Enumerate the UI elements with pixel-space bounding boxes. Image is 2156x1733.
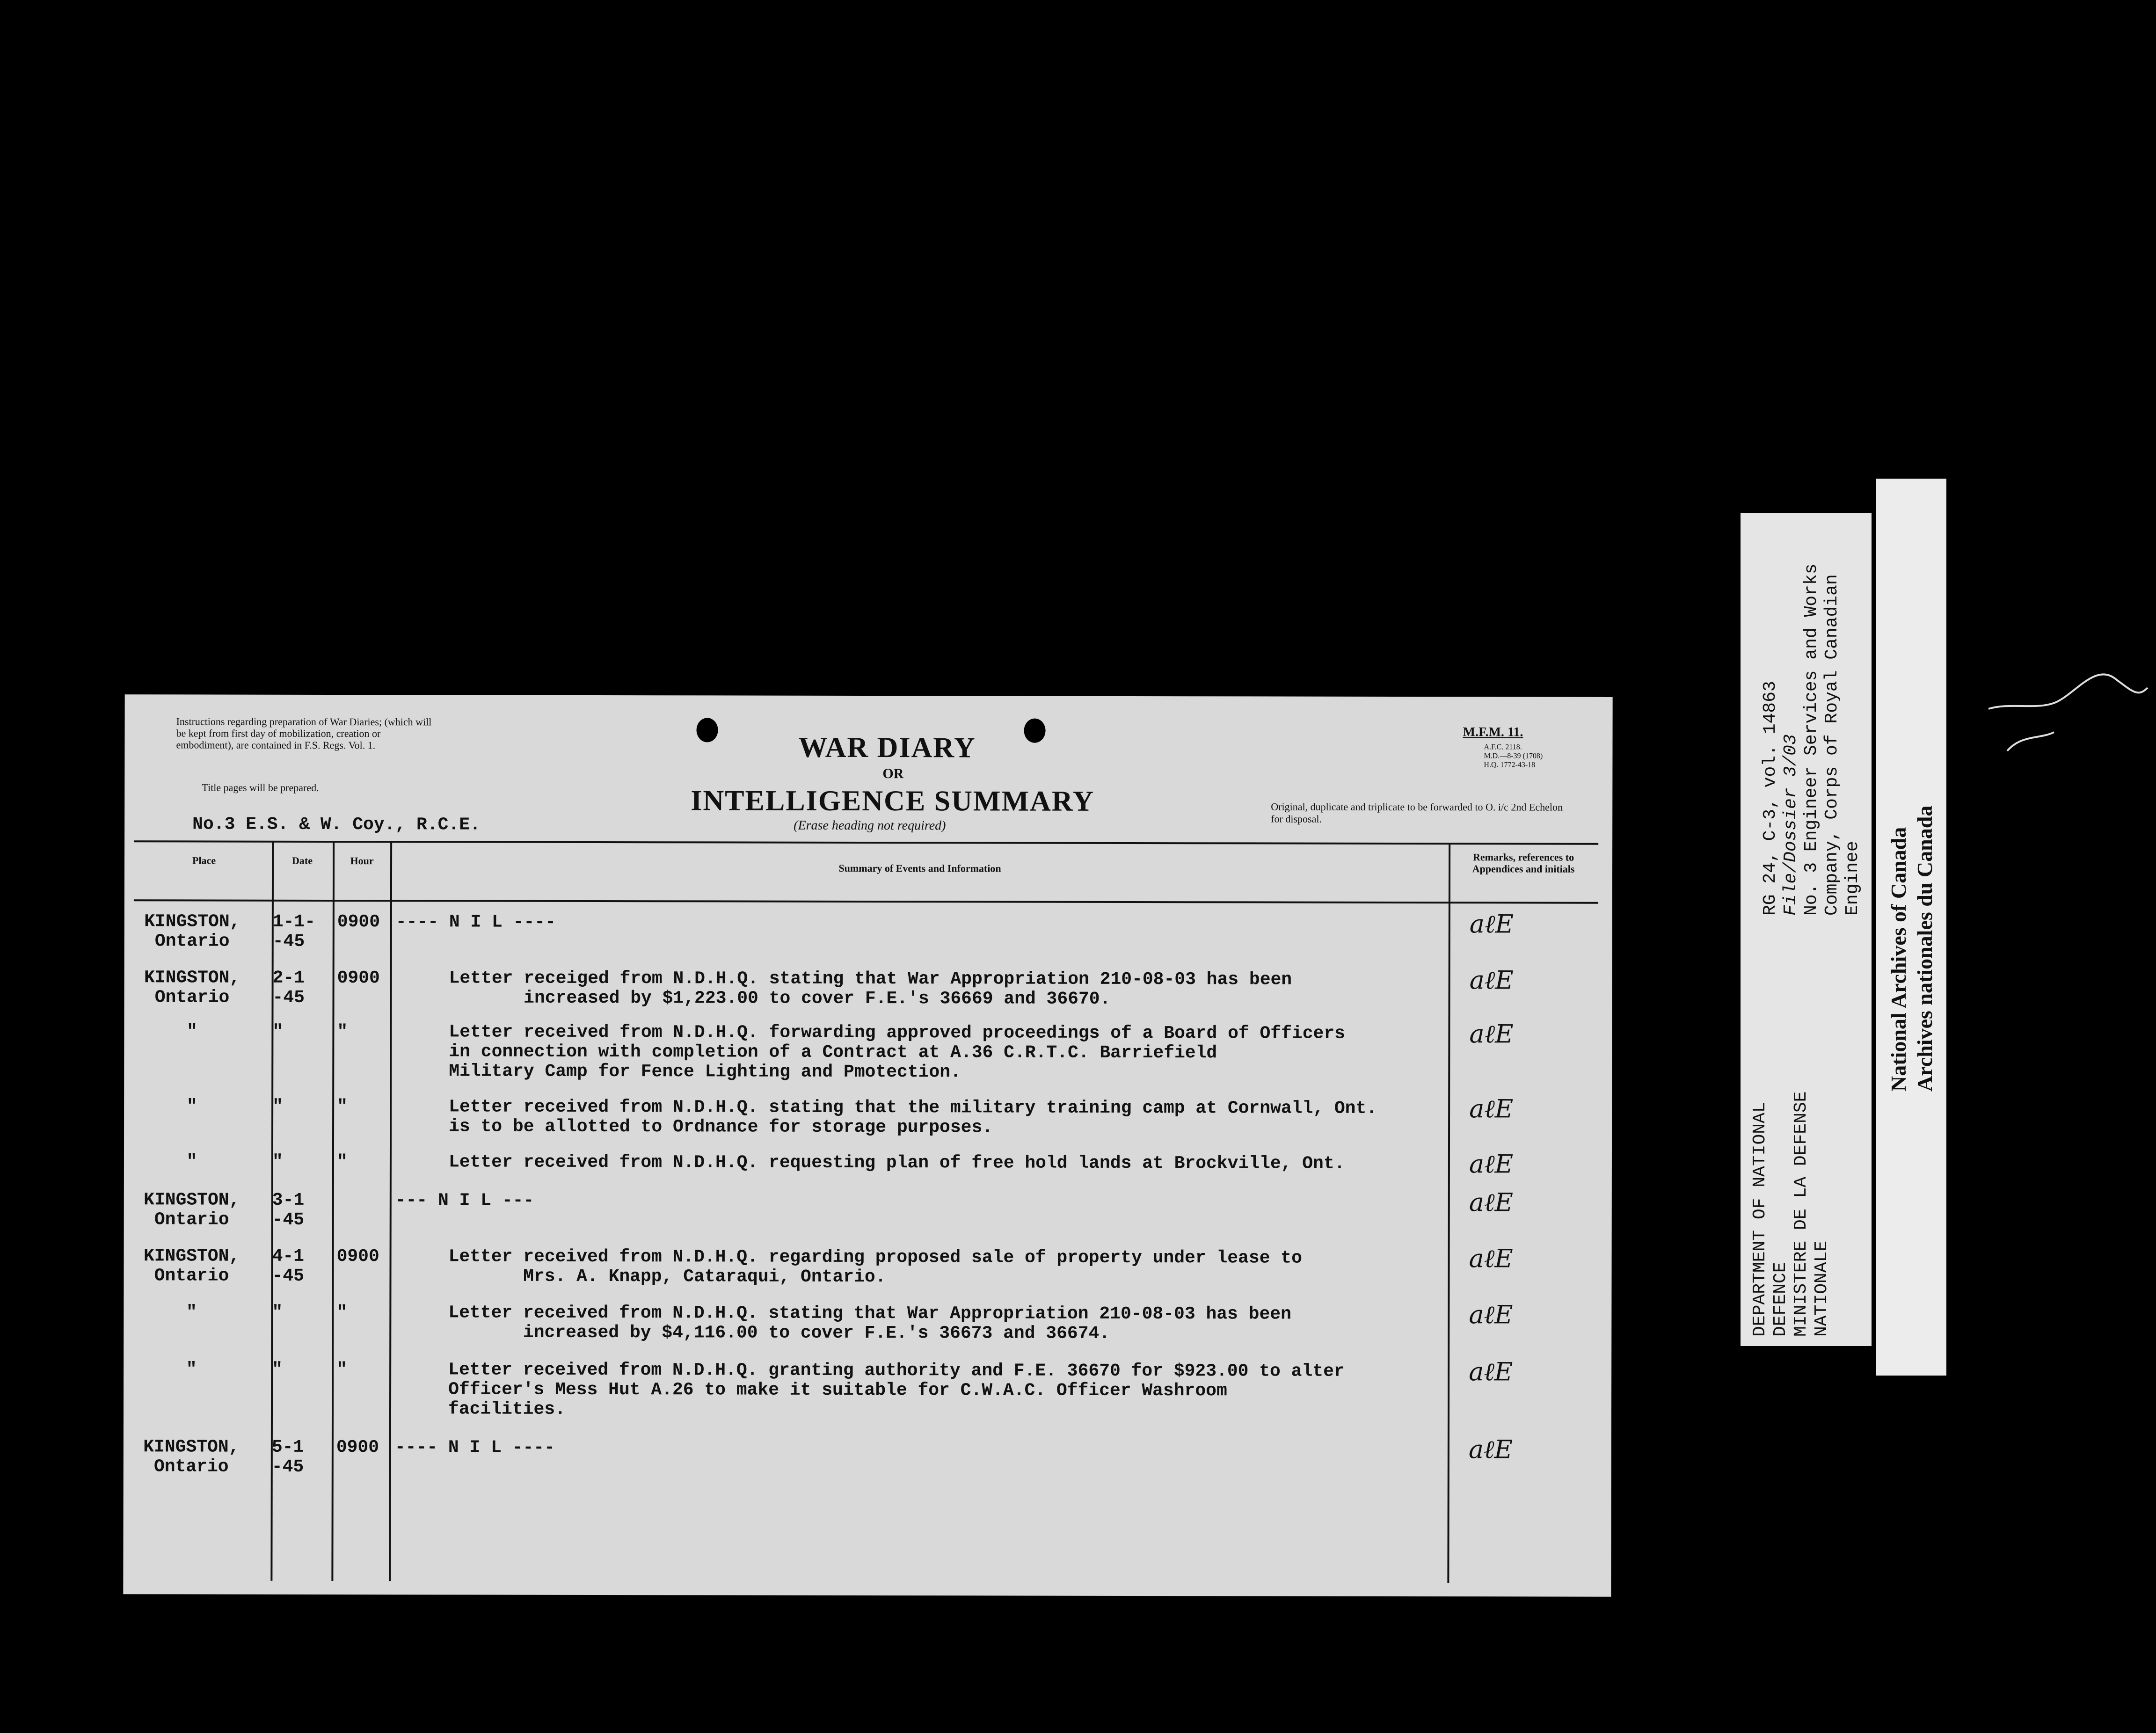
entry-date: " <box>272 1302 283 1323</box>
archives-strip <box>1876 479 1946 1376</box>
entry-hour: 0900 <box>337 912 380 932</box>
entry-initials: aℓE <box>1469 965 1514 995</box>
table-row <box>124 1187 1574 1230</box>
table-row <box>124 1357 1574 1420</box>
title-subtitle: (Erase heading not required) <box>794 818 946 833</box>
entry-place: " <box>186 1151 197 1172</box>
col-divider-date <box>331 842 335 1581</box>
form-ref: H.Q. 1772-43-18 <box>1484 761 1536 769</box>
entry-date: 2-1 -45 <box>272 968 305 1008</box>
entry-initials: aℓE <box>1469 1357 1513 1387</box>
entry-hour: 0900 <box>336 1437 379 1458</box>
header-bottom-rule <box>134 899 1598 903</box>
entry-date: " <box>272 1096 283 1117</box>
table-row <box>124 1434 1574 1477</box>
entry-place: " <box>186 1302 197 1323</box>
entry-date: " <box>272 1359 283 1380</box>
title-intelligence-summary: INTELLIGENCE SUMMARY <box>691 785 1095 817</box>
entry-summary: Letter received from N.D.H.Q. forwarding approved proceedings of a Board of Officers in connection with completion of a Contract at A.36 C.R.T.C. Barriefield Military Camp for Fence Lighting and Pmotection. <box>395 1022 1345 1083</box>
entry-place: " <box>186 1096 197 1117</box>
entry-summary: Letter received from N.D.H.Q. granting authority and F.E. 36670 for $923.00 to alter Officer's Mess Hut A.26 to make it suitable for C.W.A.C. Officer Washroom facilities. <box>394 1360 1345 1420</box>
col-header-date: Date <box>292 854 313 866</box>
entry-place: " <box>186 1021 197 1042</box>
table-row <box>124 1094 1574 1138</box>
entry-initials: aℓE <box>1469 1244 1513 1274</box>
entry-initials: aℓE <box>1469 1300 1513 1330</box>
entry-place: KINGSTON, Ontario <box>144 911 240 952</box>
table-row <box>124 909 1575 952</box>
entry-place: KINGSTON, Ontario <box>144 1190 240 1230</box>
archives-name-fr: Archives nationales du Canada <box>1913 805 1937 1092</box>
label-dept-line2: DEFENCE <box>1770 1262 1791 1337</box>
entry-date: " <box>272 1021 284 1042</box>
label-unit-line1: No. 3 Engineer Services and Works <box>1801 563 1821 916</box>
entry-summary: Letter receiged from N.D.H.Q. stating that War Appropriation 210-08-03 has been increased by $1,223.00 to cover F.E.'s 36669 and 36670. <box>395 968 1292 1009</box>
label-unit-line2: Company, Corps of Royal Canadian <box>1822 574 1842 916</box>
col-header-summary: Summary of Events and Information <box>838 862 1001 874</box>
punch-hole-right <box>1024 719 1046 743</box>
entry-initials: aℓE <box>1469 909 1514 939</box>
table-row <box>124 1019 1574 1083</box>
col-divider-hour <box>389 842 392 1581</box>
film-scratch-mark <box>1984 646 2152 767</box>
label-unit-line3: Enginee <box>1843 841 1863 916</box>
entry-initials: aℓE <box>1469 1187 1513 1217</box>
unit-name: No.3 E.S. & W. Coy., R.C.E. <box>192 814 481 835</box>
entry-summary: Letter received from N.D.H.Q. stating that War Appropriation 210-08-03 has been increased by $4,116.00 to cover F.E.'s 36673 and 36674. <box>395 1303 1291 1344</box>
entry-place: " <box>186 1359 197 1380</box>
label-dept-line4: NATIONALE <box>1812 1240 1832 1337</box>
entry-date: " <box>272 1151 283 1172</box>
entry-hour: " <box>336 1152 348 1172</box>
form-ref: M.D.—8-39 (1708) <box>1484 752 1543 760</box>
entry-summary: Letter received from N.D.H.Q. regarding proposed sale of property under lease to Mrs. A. Knapp, Cataraqui, Ontario. <box>395 1246 1302 1288</box>
label-reference: RG 24, C-3, vol. 14863 <box>1760 681 1780 916</box>
entry-hour: 0900 <box>337 968 380 989</box>
entry-date: 3-1 -45 <box>272 1190 305 1230</box>
entry-place: KINGSTON, Ontario <box>144 968 240 1008</box>
col-divider-summary <box>1447 844 1450 1583</box>
form-number: M.F.M. 11. <box>1463 725 1523 740</box>
label-dept-line1: DEPARTMENT OF NATIONAL <box>1750 1102 1770 1337</box>
entry-summary: Letter received from N.D.H.Q. stating that the military training camp at Cornwall, Ont. is to be allotted to Ordnance for storage purposes. <box>395 1097 1377 1138</box>
table-row <box>124 1300 1574 1344</box>
entry-hour: " <box>336 1360 348 1380</box>
label-dept-line3: MINISTERE DE LA DEFENSE <box>1791 1091 1811 1337</box>
table-row <box>124 965 1575 1009</box>
form-ref: A.F.C. 2118. <box>1484 743 1522 751</box>
col-header-hour: Hour <box>350 855 374 867</box>
entry-hour: " <box>337 1097 348 1117</box>
reel-label-strip <box>1741 513 1872 1346</box>
war-diary-sheet <box>123 694 1612 1597</box>
title-war-diary: WAR DIARY <box>798 731 976 764</box>
entry-place: KINGSTON, Ontario <box>143 1437 240 1477</box>
table-row <box>124 1244 1574 1288</box>
entry-initials: aℓE <box>1469 1094 1514 1124</box>
entry-summary: Letter received from N.D.H.Q. requesting plan of free hold lands at Brockville, Ont. <box>395 1152 1345 1174</box>
title-pages-note: Title pages will be prepared. <box>202 781 319 794</box>
punch-hole-left <box>697 718 718 742</box>
entry-summary: ---- N I L ---- <box>394 1437 555 1458</box>
entry-place: KINGSTON, Ontario <box>143 1246 240 1286</box>
entry-date: 4-1 -45 <box>272 1246 305 1286</box>
entry-initials: aℓE <box>1469 1149 1514 1179</box>
entry-hour: " <box>336 1303 348 1323</box>
original-note: Original, duplicate and triplicate to be forwarded to O. i/c 2nd Echelon for disposal. <box>1271 801 1563 825</box>
entry-date: 1-1- -45 <box>272 911 316 952</box>
table-row <box>124 1149 1574 1179</box>
entry-summary: --- N I L --- <box>395 1190 534 1211</box>
instructions-text: Instructions regarding preparation of War Diaries; (which will be kept from first day of mobilization, creation or embodiment), are contained in F.S. Regs. Vol. 1. <box>176 715 432 751</box>
form-references <box>1484 743 1543 769</box>
archives-name-en: National Archives of Canada <box>1886 827 1910 1092</box>
entry-summary: ---- N I L ---- <box>395 912 556 932</box>
entry-initials: aℓE <box>1468 1434 1513 1464</box>
label-file: File/Dossier 3/03 <box>1781 734 1801 916</box>
col-header-remarks: Remarks, references to Appendices and initials <box>1472 851 1575 875</box>
entry-hour: 0900 <box>336 1246 379 1267</box>
table-top-rule <box>134 840 1598 845</box>
entry-date: 5-1 -45 <box>271 1437 304 1477</box>
title-or: OR <box>882 766 904 782</box>
entry-hour: " <box>337 1022 348 1042</box>
col-header-place: Place <box>192 854 216 866</box>
entry-initials: aℓE <box>1469 1019 1514 1049</box>
